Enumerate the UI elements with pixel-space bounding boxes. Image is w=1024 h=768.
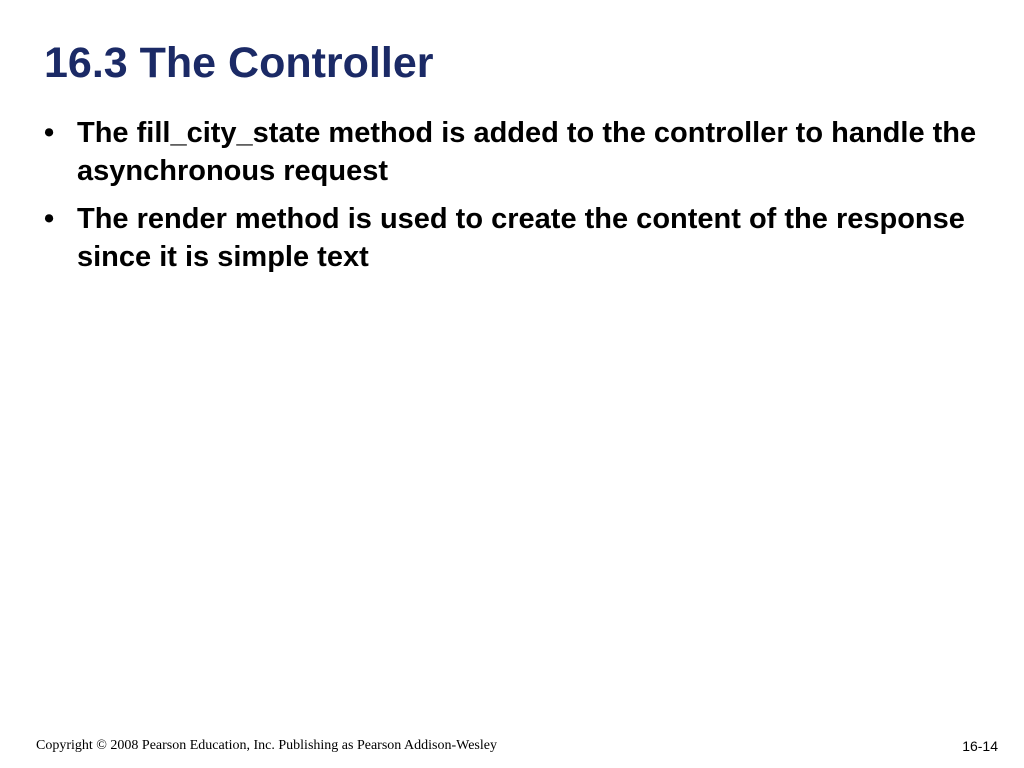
bullet-item	[44, 200, 979, 276]
bullet-text: The render method is used to create the content of the response since it is simple text	[77, 203, 965, 273]
bullet-list	[44, 114, 979, 286]
slide-title: 16.3 The Controller	[44, 39, 434, 87]
copyright-notice: Copyright © 2008 Pearson Education, Inc. Publishing as Pearson Addison-Wesley	[36, 738, 497, 753]
bullet-dot-icon: •	[44, 203, 55, 235]
bullet-item	[44, 114, 979, 190]
bullet-text: The fill_city_state method is added to the controller to handle the asynchronous request	[77, 117, 977, 187]
page-number: 16-14	[962, 738, 998, 754]
slide-footer	[0, 728, 1024, 762]
bullet-dot-icon: •	[44, 117, 55, 149]
